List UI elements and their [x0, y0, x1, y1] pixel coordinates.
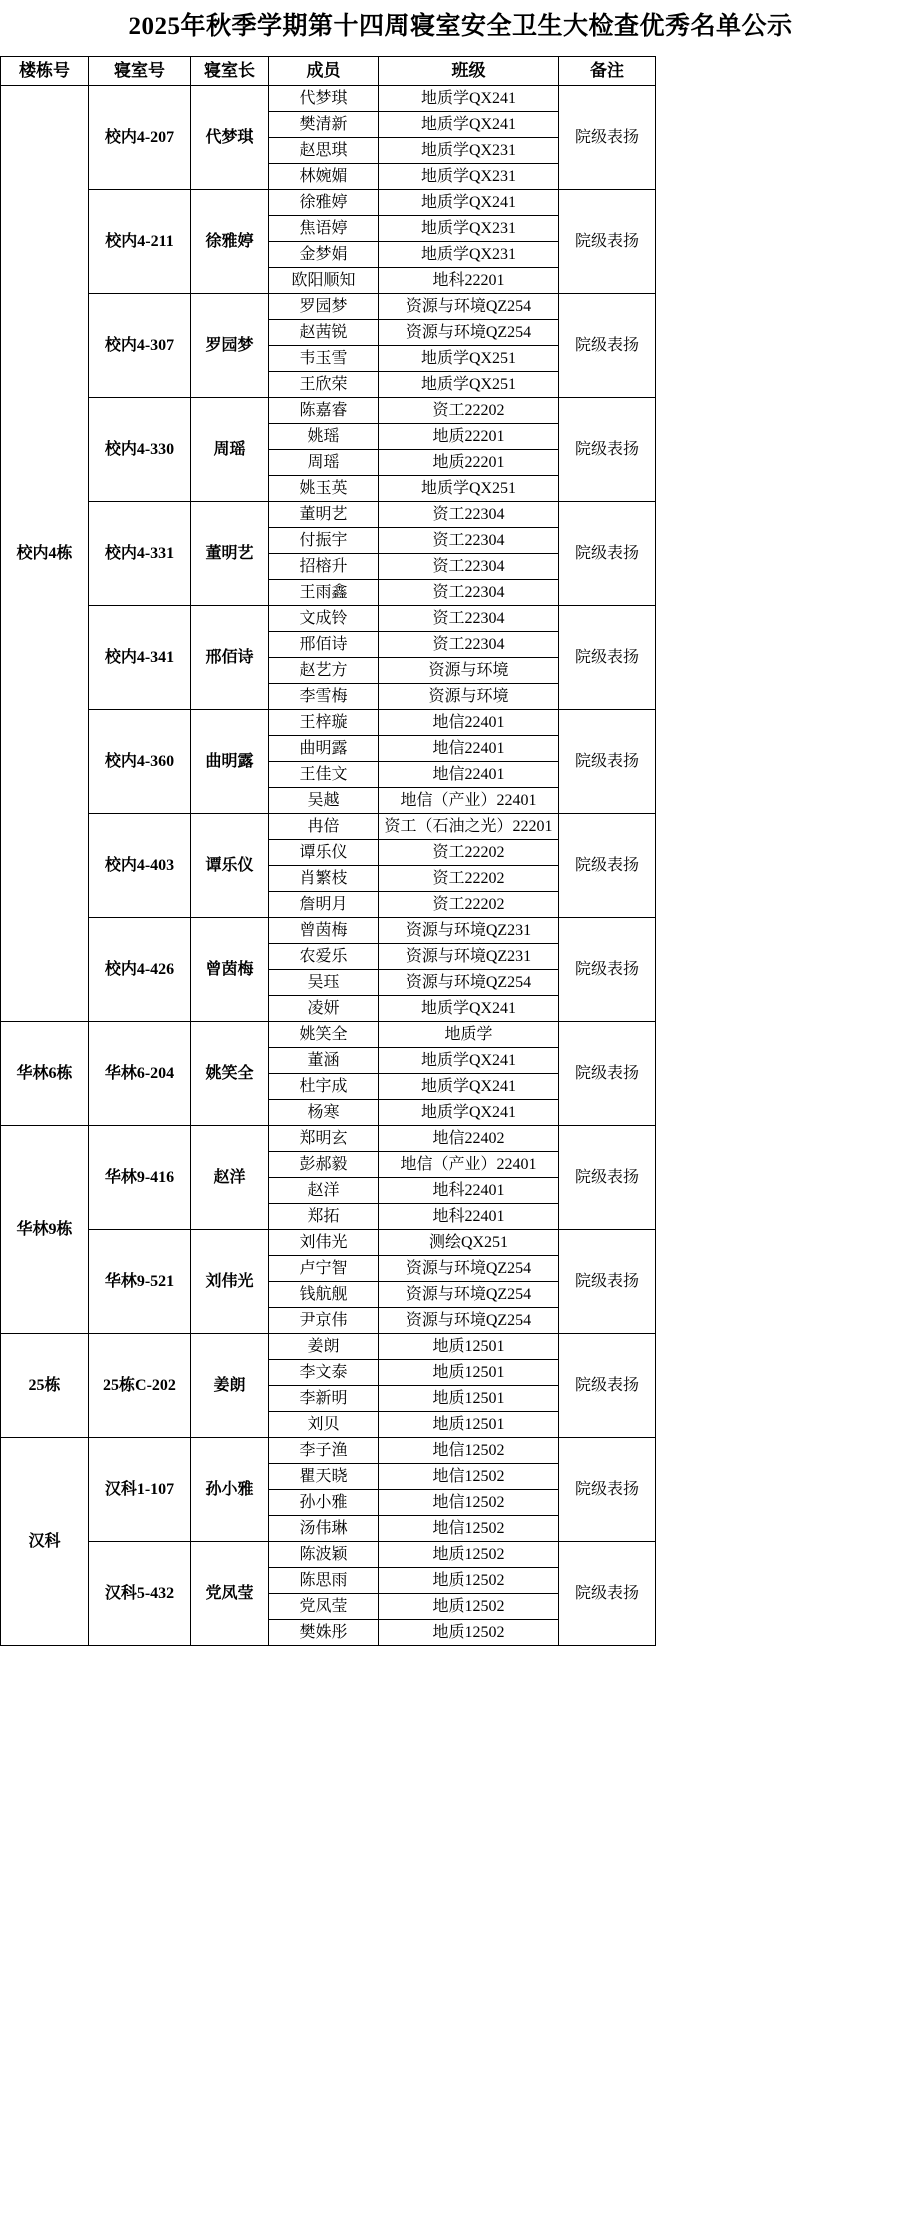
table-row [1, 1230, 656, 1256]
cell-member-name: 樊姝彤 [269, 1620, 379, 1646]
cell-class: 地科22401 [379, 1204, 559, 1230]
cell-room-number: 25栋C-202 [89, 1334, 191, 1438]
cell-member-name: 樊清新 [269, 112, 379, 138]
cell-building: 汉科 [1, 1438, 89, 1646]
table-row [1, 86, 656, 112]
cell-room-leader: 曲明露 [191, 710, 269, 814]
cell-class: 地信12502 [379, 1516, 559, 1542]
table-row [1, 398, 656, 424]
cell-class: 地信22401 [379, 710, 559, 736]
column-header-note: 备注 [559, 57, 656, 86]
cell-class: 资工22304 [379, 502, 559, 528]
cell-member-name: 汤伟琳 [269, 1516, 379, 1542]
cell-member-name: 杜宇成 [269, 1074, 379, 1100]
cell-class: 资工22202 [379, 866, 559, 892]
cell-room-number: 校内4-211 [89, 190, 191, 294]
cell-class: 地质12501 [379, 1334, 559, 1360]
cell-room-leader: 党凤莹 [191, 1542, 269, 1646]
column-header-room-leader: 寝室长 [191, 57, 269, 86]
cell-member-name: 赵思琪 [269, 138, 379, 164]
cell-member-name: 姚玉英 [269, 476, 379, 502]
cell-room-number: 校内4-331 [89, 502, 191, 606]
cell-class: 地质学QX251 [379, 372, 559, 398]
cell-room-leader: 周瑶 [191, 398, 269, 502]
cell-member-name: 肖繁枝 [269, 866, 379, 892]
cell-member-name: 谭乐仪 [269, 840, 379, 866]
cell-room-number: 华林9-416 [89, 1126, 191, 1230]
cell-class: 地质学QX251 [379, 476, 559, 502]
cell-member-name: 冉倍 [269, 814, 379, 840]
cell-note: 院级表扬 [559, 814, 656, 918]
cell-member-name: 刘伟光 [269, 1230, 379, 1256]
cell-class: 地质学QX231 [379, 242, 559, 268]
cell-room-number: 校内4-207 [89, 86, 191, 190]
cell-class: 地质学QX241 [379, 1100, 559, 1126]
cell-member-name: 刘贝 [269, 1412, 379, 1438]
cell-note: 院级表扬 [559, 86, 656, 190]
table-row [1, 1126, 656, 1152]
cell-member-name: 罗园梦 [269, 294, 379, 320]
cell-note: 院级表扬 [559, 294, 656, 398]
cell-member-name: 文成铃 [269, 606, 379, 632]
table-row [1, 190, 656, 216]
table-row [1, 710, 656, 736]
cell-class: 地科22401 [379, 1178, 559, 1204]
cell-class: 地质学QX241 [379, 86, 559, 112]
column-header-building: 楼栋号 [1, 57, 89, 86]
page-title: 2025年秋季学期第十四周寝室安全卫生大检查优秀名单公示 [128, 13, 793, 40]
cell-member-name: 杨寒 [269, 1100, 379, 1126]
cell-member-name: 郑明玄 [269, 1126, 379, 1152]
cell-note: 院级表扬 [559, 1126, 656, 1230]
cell-member-name: 陈波颖 [269, 1542, 379, 1568]
cell-member-name: 王雨鑫 [269, 580, 379, 606]
cell-member-name: 吴越 [269, 788, 379, 814]
cell-room-number: 校内4-341 [89, 606, 191, 710]
cell-class: 资源与环境 [379, 658, 559, 684]
cell-member-name: 赵洋 [269, 1178, 379, 1204]
cell-class: 地质学QX231 [379, 216, 559, 242]
cell-room-number: 华林9-521 [89, 1230, 191, 1334]
cell-class: 资工22304 [379, 554, 559, 580]
cell-member-name: 代梦琪 [269, 86, 379, 112]
cell-class: 地信22401 [379, 762, 559, 788]
table-row [1, 1542, 656, 1568]
cell-class: 资源与环境QZ254 [379, 320, 559, 346]
cell-class: 资工22304 [379, 580, 559, 606]
table-row [1, 918, 656, 944]
cell-class: 地质学QX231 [379, 138, 559, 164]
cell-class: 地信22402 [379, 1126, 559, 1152]
cell-class: 资工22304 [379, 606, 559, 632]
cell-room-leader: 代梦琪 [191, 86, 269, 190]
cell-class: 地质学QX241 [379, 1048, 559, 1074]
cell-class: 地质学QX241 [379, 190, 559, 216]
cell-note: 院级表扬 [559, 1230, 656, 1334]
cell-class: 地质12501 [379, 1412, 559, 1438]
cell-building: 华林9栋 [1, 1126, 89, 1334]
cell-member-name: 瞿天晓 [269, 1464, 379, 1490]
cell-member-name: 党凤莹 [269, 1594, 379, 1620]
cell-room-leader: 赵洋 [191, 1126, 269, 1230]
cell-member-name: 韦玉雪 [269, 346, 379, 372]
cell-note: 院级表扬 [559, 606, 656, 710]
cell-class: 地质12502 [379, 1568, 559, 1594]
cell-room-number: 汉科5-432 [89, 1542, 191, 1646]
cell-member-name: 李文泰 [269, 1360, 379, 1386]
cell-member-name: 金梦娟 [269, 242, 379, 268]
cell-member-name: 王梓璇 [269, 710, 379, 736]
cell-class: 地质22201 [379, 450, 559, 476]
cell-class: 地信12502 [379, 1490, 559, 1516]
cell-member-name: 董涵 [269, 1048, 379, 1074]
cell-member-name: 曾茵梅 [269, 918, 379, 944]
cell-member-name: 姚瑶 [269, 424, 379, 450]
cell-room-leader: 姜朗 [191, 1334, 269, 1438]
cell-room-leader: 曾茵梅 [191, 918, 269, 1022]
table-body [1, 86, 656, 1646]
cell-class: 资源与环境QZ254 [379, 1282, 559, 1308]
cell-building: 25栋 [1, 1334, 89, 1438]
cell-class: 地信22401 [379, 736, 559, 762]
cell-class: 地质学QX241 [379, 112, 559, 138]
cell-class: 地质12502 [379, 1594, 559, 1620]
cell-class: 地信12502 [379, 1464, 559, 1490]
cell-room-number: 汉科1-107 [89, 1438, 191, 1542]
column-header-member: 成员 [269, 57, 379, 86]
cell-class: 资工22304 [379, 632, 559, 658]
cell-note: 院级表扬 [559, 1334, 656, 1438]
cell-member-name: 邢佰诗 [269, 632, 379, 658]
cell-member-name: 姚笑全 [269, 1022, 379, 1048]
cell-class: 资工22304 [379, 528, 559, 554]
cell-room-leader: 姚笑全 [191, 1022, 269, 1126]
cell-member-name: 李子渔 [269, 1438, 379, 1464]
table-row [1, 502, 656, 528]
cell-room-leader: 邢佰诗 [191, 606, 269, 710]
cell-member-name: 徐雅婷 [269, 190, 379, 216]
cell-class: 地科22201 [379, 268, 559, 294]
cell-class: 资源与环境QZ254 [379, 1308, 559, 1334]
column-header-room: 寝室号 [89, 57, 191, 86]
cell-member-name: 焦语婷 [269, 216, 379, 242]
cell-building: 校内4栋 [1, 86, 89, 1022]
cell-room-number: 校内4-426 [89, 918, 191, 1022]
cell-member-name: 陈思雨 [269, 1568, 379, 1594]
cell-member-name: 李雪梅 [269, 684, 379, 710]
cell-member-name: 林婉媚 [269, 164, 379, 190]
cell-room-leader: 罗园梦 [191, 294, 269, 398]
cell-class: 资源与环境QZ254 [379, 1256, 559, 1282]
cell-member-name: 赵艺方 [269, 658, 379, 684]
table-row [1, 1334, 656, 1360]
table-header-row [1, 57, 656, 86]
cell-member-name: 姜朗 [269, 1334, 379, 1360]
cell-building: 华林6栋 [1, 1022, 89, 1126]
cell-class: 资工22202 [379, 892, 559, 918]
cell-member-name: 董明艺 [269, 502, 379, 528]
cell-room-leader: 孙小雅 [191, 1438, 269, 1542]
table-row [1, 1438, 656, 1464]
cell-room-leader: 董明艺 [191, 502, 269, 606]
cell-member-name: 吴珏 [269, 970, 379, 996]
cell-class: 资源与环境QZ231 [379, 918, 559, 944]
cell-class: 资源与环境QZ254 [379, 294, 559, 320]
cell-note: 院级表扬 [559, 190, 656, 294]
cell-class: 地信12502 [379, 1438, 559, 1464]
table-row [1, 294, 656, 320]
cell-member-name: 郑拓 [269, 1204, 379, 1230]
cell-class: 资源与环境QZ254 [379, 970, 559, 996]
cell-class: 地质学 [379, 1022, 559, 1048]
cell-member-name: 凌妍 [269, 996, 379, 1022]
cell-member-name: 尹京伟 [269, 1308, 379, 1334]
cell-class: 地质12501 [379, 1360, 559, 1386]
cell-member-name: 詹明月 [269, 892, 379, 918]
cell-class: 资工22202 [379, 840, 559, 866]
cell-member-name: 农爱乐 [269, 944, 379, 970]
cell-note: 院级表扬 [559, 710, 656, 814]
cell-note: 院级表扬 [559, 918, 656, 1022]
cell-class: 地质学QX241 [379, 996, 559, 1022]
cell-member-name: 曲明露 [269, 736, 379, 762]
cell-room-number: 校内4-330 [89, 398, 191, 502]
cell-class: 测绘QX251 [379, 1230, 559, 1256]
cell-class: 资源与环境QZ231 [379, 944, 559, 970]
cell-class: 地质学QX241 [379, 1074, 559, 1100]
cell-member-name: 孙小雅 [269, 1490, 379, 1516]
dorm-inspection-table [0, 56, 656, 1646]
cell-class: 地质12501 [379, 1386, 559, 1412]
cell-class: 地质22201 [379, 424, 559, 450]
cell-class: 地质学QX231 [379, 164, 559, 190]
cell-member-name: 欧阳顺知 [269, 268, 379, 294]
cell-member-name: 彭郝毅 [269, 1152, 379, 1178]
cell-room-leader: 谭乐仪 [191, 814, 269, 918]
cell-note: 院级表扬 [559, 1022, 656, 1126]
cell-member-name: 钱航舰 [269, 1282, 379, 1308]
cell-member-name: 招榕升 [269, 554, 379, 580]
cell-member-name: 周瑶 [269, 450, 379, 476]
cell-class: 地信（产业）22401 [379, 1152, 559, 1178]
table-header [1, 57, 656, 86]
cell-class: 地质学QX251 [379, 346, 559, 372]
table-row [1, 1022, 656, 1048]
cell-class: 资工22202 [379, 398, 559, 424]
cell-member-name: 李新明 [269, 1386, 379, 1412]
cell-room-leader: 徐雅婷 [191, 190, 269, 294]
cell-member-name: 付振宇 [269, 528, 379, 554]
cell-note: 院级表扬 [559, 398, 656, 502]
column-header-class: 班级 [379, 57, 559, 86]
cell-member-name: 王欣荣 [269, 372, 379, 398]
cell-member-name: 卢宁智 [269, 1256, 379, 1282]
cell-class: 地信（产业）22401 [379, 788, 559, 814]
cell-note: 院级表扬 [559, 1438, 656, 1542]
cell-room-number: 校内4-403 [89, 814, 191, 918]
cell-member-name: 陈嘉睿 [269, 398, 379, 424]
table-row [1, 606, 656, 632]
cell-member-name: 赵茜锐 [269, 320, 379, 346]
cell-class: 资源与环境 [379, 684, 559, 710]
table-row [1, 814, 656, 840]
cell-class: 地质12502 [379, 1620, 559, 1646]
cell-member-name: 王佳文 [269, 762, 379, 788]
cell-room-number: 校内4-307 [89, 294, 191, 398]
cell-note: 院级表扬 [559, 1542, 656, 1646]
cell-room-number: 校内4-360 [89, 710, 191, 814]
cell-note: 院级表扬 [559, 502, 656, 606]
cell-room-number: 华林6-204 [89, 1022, 191, 1126]
cell-class: 资工（石油之光）22201 [379, 814, 559, 840]
cell-class: 地质12502 [379, 1542, 559, 1568]
cell-room-leader: 刘伟光 [191, 1230, 269, 1334]
